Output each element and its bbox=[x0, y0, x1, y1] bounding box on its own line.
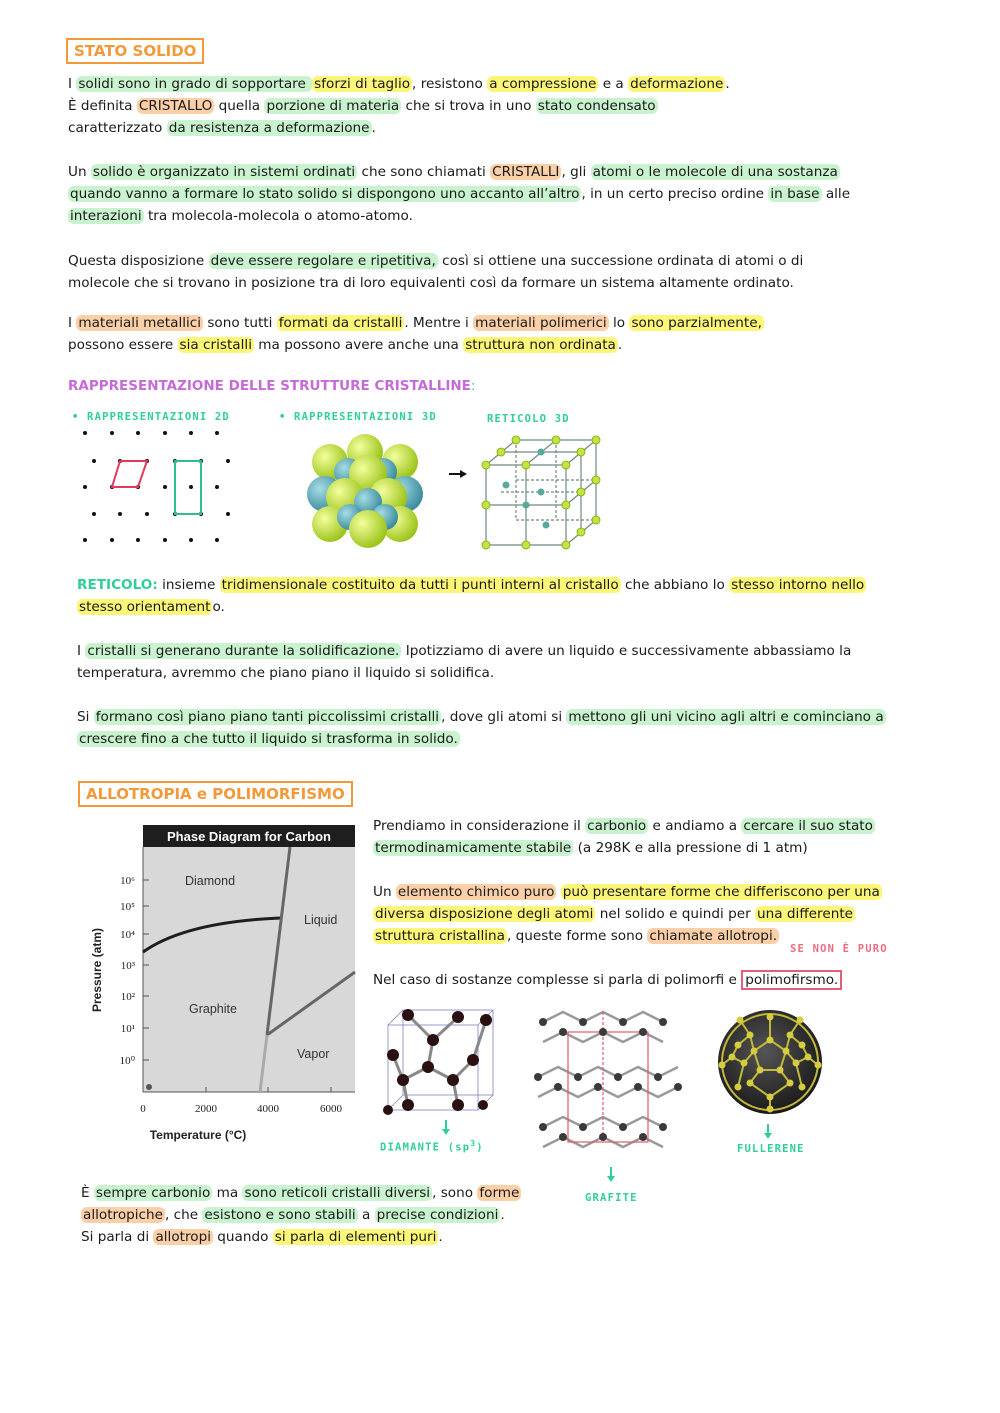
x-tick-label: 6000 bbox=[320, 1103, 342, 1115]
text-run: . Mentre i bbox=[404, 315, 474, 331]
section-title-stato-solido: STATO SOLIDO bbox=[66, 38, 204, 64]
x-tick-label: 0 bbox=[140, 1103, 146, 1115]
text-run: . bbox=[371, 120, 376, 136]
text-run: È definita bbox=[68, 98, 137, 114]
reticolo-term: RETICOLO: bbox=[77, 577, 158, 593]
label-grafite: GRAFITE bbox=[585, 1192, 638, 1204]
region-label: Diamond bbox=[185, 874, 236, 888]
region-label: Graphite bbox=[189, 1002, 237, 1016]
arrow-right-icon bbox=[448, 468, 468, 480]
origin-marker bbox=[146, 1084, 152, 1090]
highlighted-text: allotropiche bbox=[83, 1207, 163, 1223]
highlighted-text: porzione di materia bbox=[266, 98, 400, 114]
highlighted-text: deformazione bbox=[630, 76, 724, 92]
paragraph-line bbox=[373, 881, 882, 903]
polimorfismo-boxed: polimofirsmo. bbox=[741, 970, 842, 990]
graphite-structure-illustration bbox=[528, 1002, 683, 1164]
unit-cell-rhombus bbox=[112, 461, 147, 487]
polimorfi-text: Nel caso di sostanze complesse si parla di polimorfi e bbox=[373, 972, 742, 988]
chart-title: Phase Diagram for Carbon bbox=[167, 829, 331, 844]
highlighted-text: stesso orientament bbox=[79, 599, 211, 615]
highlighted-text: CRISTALLI bbox=[492, 164, 560, 180]
text-run: tra molecola-molecola o atomo-atomo. bbox=[143, 208, 413, 224]
section-title-allotropia: ALLOTROPIA e POLIMORFISMO bbox=[78, 781, 353, 807]
text-run: e a bbox=[598, 76, 629, 92]
paragraph-line bbox=[68, 250, 803, 272]
paragraph-line bbox=[68, 117, 376, 139]
paragraph-line bbox=[68, 272, 794, 294]
paragraph-line bbox=[68, 312, 764, 334]
x-tick-label: 4000 bbox=[257, 1103, 279, 1115]
highlighted-text: allotropi bbox=[155, 1229, 211, 1245]
y-tick-label: 10³ bbox=[120, 960, 135, 972]
highlighted-text: sia cristalli bbox=[179, 337, 252, 353]
highlighted-text: atomi o le molecole di una sostanza bbox=[592, 164, 838, 180]
paragraph-line bbox=[373, 969, 842, 991]
text-run: molecole che si trovano in posizione tra di loro equivalenti così da formare un sistema altamente ordinato. bbox=[68, 275, 794, 291]
text-run: , resistono bbox=[412, 76, 488, 92]
paragraph-line bbox=[77, 640, 851, 662]
text-run: Un bbox=[68, 164, 91, 180]
highlighted-text: sempre carbonio bbox=[95, 1185, 211, 1201]
text-run: o. bbox=[212, 599, 225, 615]
label-3d: • RAPPRESENTAZIONI 3D bbox=[279, 411, 437, 423]
paragraph-line bbox=[77, 574, 866, 596]
unit-cell-rectangle bbox=[175, 461, 201, 514]
highlighted-text: termodinamicamente stabile bbox=[375, 840, 572, 856]
sphere-packing-3d-illustration bbox=[300, 432, 430, 550]
highlighted-text: una differente bbox=[757, 906, 854, 922]
highlighted-text: forme bbox=[479, 1185, 520, 1201]
y-tick-label: 10¹ bbox=[120, 1023, 135, 1035]
highlighted-text: formano così piano piano tanti piccolissimi cristalli bbox=[95, 709, 440, 725]
x-axis-label: Temperature (°C) bbox=[149, 1128, 247, 1142]
text-run: che abbiano lo bbox=[620, 577, 730, 593]
highlighted-text: a compressione bbox=[489, 76, 597, 92]
text-run: così si ottiene una successione ordinata di atomi o di bbox=[437, 253, 804, 269]
text-run: caratterizzato bbox=[68, 120, 167, 136]
text-run: , gli bbox=[561, 164, 591, 180]
paragraph-line bbox=[373, 903, 855, 925]
label-diamante-superscript: 3 bbox=[470, 1139, 477, 1148]
highlighted-text: esistono e sono stabili bbox=[204, 1207, 356, 1223]
highlighted-text: sono parzialmente, bbox=[631, 315, 762, 331]
text-run: a bbox=[357, 1207, 375, 1223]
region-label: Liquid bbox=[304, 913, 338, 927]
label-2d: • RAPPRESENTAZIONI 2D bbox=[72, 411, 230, 423]
y-axis-label: Pressure (atm) bbox=[90, 927, 104, 1013]
text-run: lo bbox=[608, 315, 630, 331]
highlighted-text: solido è organizzato in sistemi ordinati bbox=[92, 164, 356, 180]
text-run: Ipotizziamo di avere un liquido e successivamente abbassiamo la bbox=[401, 643, 852, 659]
text-run: Un bbox=[373, 884, 396, 900]
highlighted-text: elemento chimico puro bbox=[397, 884, 555, 900]
paragraph-line bbox=[77, 662, 494, 684]
text-run: e andiamo a bbox=[648, 818, 742, 834]
text-run: , dove gli atomi si bbox=[441, 709, 567, 725]
text-run: I bbox=[68, 76, 77, 92]
label-reticolo-3d: RETICOLO 3D bbox=[487, 413, 570, 425]
paragraph-line bbox=[68, 95, 658, 117]
text-run: I bbox=[68, 315, 77, 331]
y-tick-label: 10⁶ bbox=[120, 875, 135, 887]
highlighted-text: si parla di elementi puri bbox=[274, 1229, 437, 1245]
text-run: , in un certo preciso ordine bbox=[581, 186, 769, 202]
text-run: insieme bbox=[157, 577, 220, 593]
text-run: . bbox=[617, 337, 623, 353]
highlighted-text: carbonio bbox=[587, 818, 647, 834]
highlighted-text: chiamate allotropi. bbox=[649, 928, 778, 944]
arrow-down-icon bbox=[606, 1167, 616, 1183]
highlighted-text: diversa disposizione degli atomi bbox=[375, 906, 594, 922]
text-run: possono essere bbox=[68, 337, 178, 353]
lattice-2d-illustration bbox=[75, 425, 240, 550]
text-run: quella bbox=[214, 98, 265, 114]
highlighted-text: solidi sono in grado di sopportare bbox=[78, 76, 311, 92]
highlighted-text: cristalli si generano durante la solidificazione. bbox=[87, 643, 400, 659]
paragraph-line bbox=[81, 1182, 521, 1204]
label-diamante-end: ) bbox=[476, 1141, 484, 1154]
paragraph-line bbox=[81, 1226, 443, 1248]
highlighted-text: interazioni bbox=[70, 208, 142, 224]
text-run: Prendiamo in considerazione il bbox=[373, 818, 586, 834]
text-run: . bbox=[725, 76, 730, 92]
paragraph-line bbox=[68, 334, 622, 356]
highlighted-text: struttura non ordinata bbox=[465, 337, 616, 353]
highlighted-text: sforzi di taglio bbox=[314, 76, 411, 92]
text-run: che si trova in uno bbox=[401, 98, 536, 114]
paragraph-line bbox=[373, 815, 875, 837]
paragraph-line bbox=[77, 728, 460, 750]
y-tick-label: 10⁴ bbox=[120, 929, 135, 941]
paragraph-line bbox=[68, 161, 840, 183]
text-run: (a 298K e alla pressione di 1 atm) bbox=[573, 840, 808, 856]
paragraph-line bbox=[81, 1204, 505, 1226]
handwritten-note: SE NON È PURO bbox=[790, 943, 888, 955]
highlighted-text: materiali metallici bbox=[78, 315, 202, 331]
highlighted-text: cercare il suo stato bbox=[743, 818, 873, 834]
text-run: che sono chiamati bbox=[357, 164, 491, 180]
lattice-3d-illustration bbox=[476, 430, 611, 555]
reticolo-text bbox=[158, 577, 866, 593]
text-run: temperatura, avremmo che piano piano il liquido si solidifica. bbox=[77, 665, 495, 681]
highlighted-text: formati da cristalli bbox=[278, 315, 403, 331]
text-run: , queste forme sono bbox=[507, 928, 648, 944]
text-run: Si parla di bbox=[81, 1229, 154, 1245]
fullerene-structure-illustration bbox=[710, 1005, 830, 1120]
highlighted-text: sono reticoli cristalli diversi bbox=[244, 1185, 431, 1201]
text-run: , sono bbox=[432, 1185, 478, 1201]
text-run: nel solido e quindi per bbox=[595, 906, 756, 922]
repr-heading-text: RAPPRESENTAZIONE DELLE STRUTTURE CRISTALLINE bbox=[68, 378, 471, 394]
repr-heading bbox=[68, 378, 475, 394]
highlighted-text: in base bbox=[770, 186, 820, 202]
arrow-down-icon bbox=[763, 1124, 773, 1140]
highlighted-text: deve essere regolare e ripetitiva, bbox=[210, 253, 436, 269]
label-fullerene: FULLERENE bbox=[737, 1143, 805, 1155]
text-run: sono tutti bbox=[203, 315, 277, 331]
highlighted-text: struttura cristallina bbox=[375, 928, 505, 944]
paragraph-line bbox=[77, 596, 225, 618]
text-run: Si bbox=[77, 709, 94, 725]
label-diamante bbox=[380, 1139, 484, 1154]
x-tick-label: 2000 bbox=[195, 1103, 217, 1115]
y-tick-label: 10⁵ bbox=[120, 901, 135, 913]
text-run: ma bbox=[212, 1185, 243, 1201]
text-run: Questa disposizione bbox=[68, 253, 209, 269]
highlighted-text: stesso intorno nello bbox=[731, 577, 865, 593]
highlighted-text: mettono gli uni vicino agli altri e cominciano a bbox=[568, 709, 884, 725]
text-run: , che bbox=[165, 1207, 203, 1223]
phase-diagram-chart bbox=[85, 822, 360, 1147]
text-run: . bbox=[438, 1229, 443, 1245]
repr-heading-colon: : bbox=[470, 378, 476, 394]
y-tick-label: 10⁰ bbox=[119, 1055, 135, 1067]
paragraph-line bbox=[68, 183, 850, 205]
diamond-structure-illustration bbox=[378, 1005, 498, 1117]
highlighted-text: quando vanno a formare lo stato solido si dispongono uno accanto all’altro bbox=[70, 186, 580, 202]
highlighted-text: tridimensionale costituito da tutti i punti interni al cristallo bbox=[221, 577, 619, 593]
lattice-2d-points bbox=[83, 431, 230, 542]
paragraph-line bbox=[68, 205, 413, 227]
highlighted-text: da resistenza a deformazione bbox=[168, 120, 370, 136]
paragraph-line bbox=[77, 706, 886, 728]
highlighted-text: può presentare forme che differiscono per una bbox=[562, 884, 880, 900]
y-tick-label: 10² bbox=[120, 991, 135, 1003]
paragraph-line bbox=[373, 837, 808, 859]
label-diamante-text: DIAMANTE (sp bbox=[380, 1141, 471, 1154]
text-run: quando bbox=[212, 1229, 273, 1245]
text-run: . bbox=[500, 1207, 505, 1223]
text-run: alle bbox=[821, 186, 851, 202]
paragraph-line bbox=[68, 73, 730, 95]
highlighted-text: stato condensato bbox=[537, 98, 656, 114]
highlighted-text: materiali polimerici bbox=[475, 315, 607, 331]
highlighted-text: CRISTALLO bbox=[138, 98, 213, 114]
text-run: È bbox=[81, 1185, 94, 1201]
highlighted-text: crescere fino a che tutto il liquido si trasforma in solido. bbox=[79, 731, 458, 747]
region-label: Vapor bbox=[297, 1047, 330, 1061]
highlighted-text: precise condizioni bbox=[376, 1207, 499, 1223]
text-run: I bbox=[77, 643, 86, 659]
paragraph-line bbox=[373, 925, 779, 947]
text-run: ma possono avere anche una bbox=[253, 337, 464, 353]
arrow-down-icon bbox=[441, 1120, 451, 1136]
